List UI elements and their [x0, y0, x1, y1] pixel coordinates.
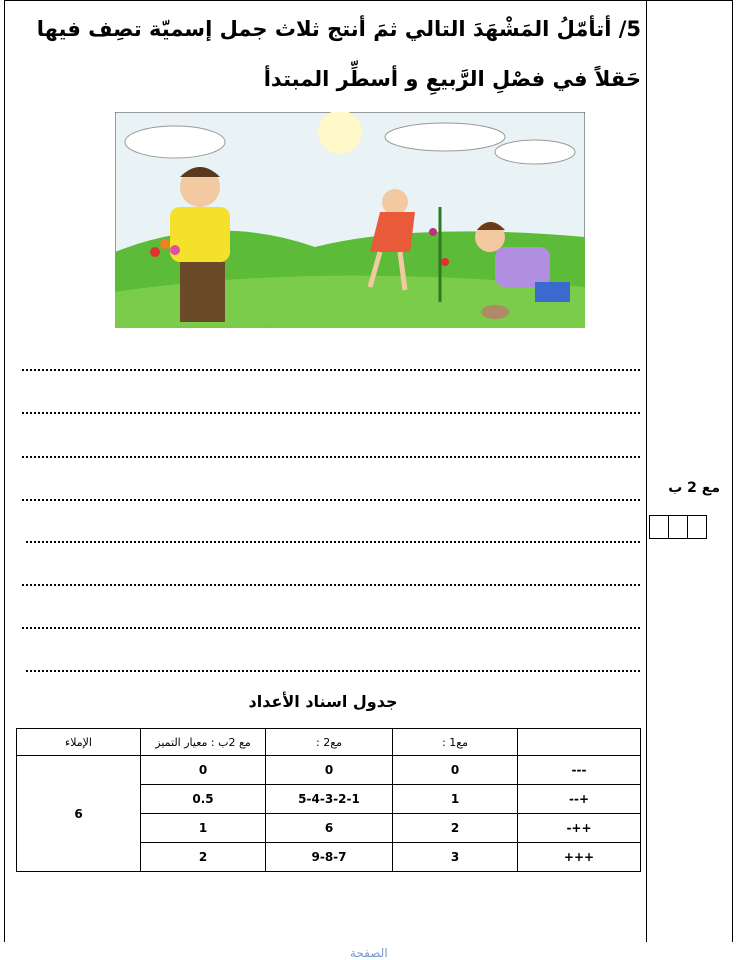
page-footer: الصفحة [350, 946, 388, 960]
page-frame-right [732, 0, 733, 942]
header-cell-m2b: مع 2ب : معيار التميز [141, 729, 266, 756]
m2-cell: 9-8-7 [266, 843, 393, 872]
spring-field-illustration [115, 112, 585, 332]
m1-cell: 1 [393, 785, 518, 814]
level-cell: --- [518, 756, 641, 785]
m2b-cell: 2 [141, 843, 266, 872]
answer-line-6[interactable] [22, 582, 640, 586]
m2b-cell: 1 [141, 814, 266, 843]
header-cell-level [518, 729, 641, 756]
m2b-cell: 0.5 [141, 785, 266, 814]
answer-line-4[interactable] [22, 497, 640, 501]
level-cell: ++- [518, 814, 641, 843]
header-cell-m1: مع1 : [393, 729, 518, 756]
table-row [17, 756, 641, 785]
m2-cell: 6 [266, 814, 393, 843]
score-boxes[interactable] [650, 515, 707, 539]
answer-line-8[interactable] [26, 668, 640, 672]
answer-line-5[interactable] [26, 539, 640, 543]
level-cell: +-- [518, 785, 641, 814]
svg-text:.: . [265, 321, 267, 328]
page-frame-margin-line [646, 0, 647, 942]
score-box[interactable] [649, 515, 669, 539]
level-cell: +++ [518, 843, 641, 872]
m2-cell: 5-4-3-2-1 [266, 785, 393, 814]
m1-cell: 0 [393, 756, 518, 785]
table-title: جدول اسناد الأعداد [248, 692, 398, 711]
criterion-label: مع 2 ب [668, 480, 720, 496]
answer-line-3[interactable] [22, 454, 640, 458]
page-frame-top [4, 0, 733, 1]
question-title: 5/ أتأمّلُ المَشْهَدَ التالي ثمَ أنتج ثلاث جمل إسميّة تصِف فيها حَقلاً في فصْلِ الرَّبيعِ و أسطِّر المبتدأ [36, 17, 641, 91]
header-cell-m2: مع2 : [266, 729, 393, 756]
answer-line-1[interactable] [22, 367, 640, 371]
answer-line-7[interactable] [22, 625, 640, 629]
m1-cell: 2 [393, 814, 518, 843]
imla-cell: 6 [17, 756, 141, 872]
answer-line-2[interactable] [22, 410, 640, 414]
page-frame-left [4, 0, 5, 942]
m2-cell: 0 [266, 756, 393, 785]
table-header-row [17, 729, 641, 756]
m2b-cell: 0 [141, 756, 266, 785]
score-box[interactable] [687, 515, 707, 539]
m1-cell: 3 [393, 843, 518, 872]
grading-table [16, 728, 641, 872]
header-cell-imla: الإملاء [17, 729, 141, 756]
score-box[interactable] [668, 515, 688, 539]
